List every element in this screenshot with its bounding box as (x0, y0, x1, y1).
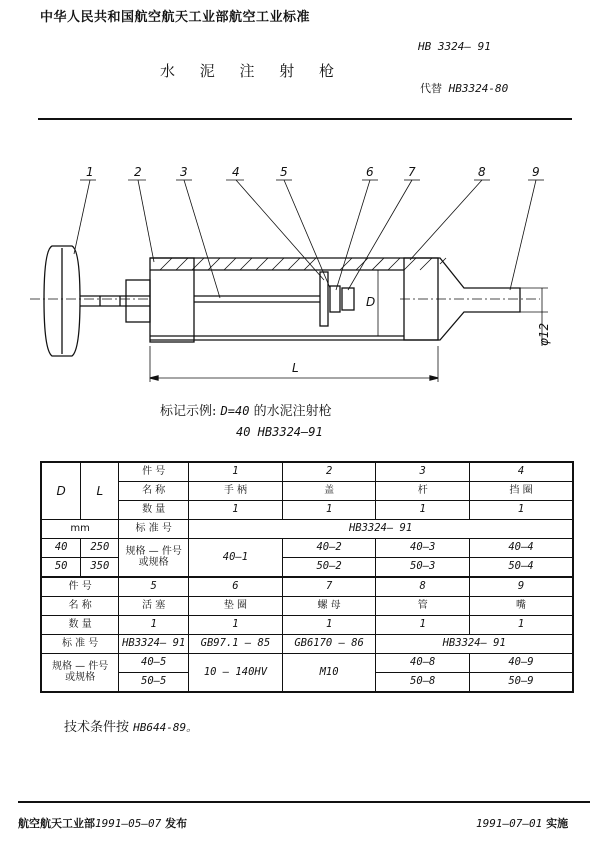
implementation-info (476, 815, 568, 831)
issue-info (18, 815, 187, 831)
spec-3-row2: 50—3 (376, 558, 470, 578)
label-std: 标 准 号 (119, 520, 189, 539)
part-no-3: 3 (376, 462, 470, 482)
D-40: 40 (41, 539, 81, 558)
part-no-7: 7 (282, 577, 376, 597)
label-name: 名 称 (119, 482, 189, 501)
std-6: GB97.1 — 85 (189, 635, 283, 654)
spec-5-row1: 40—5 (119, 654, 189, 673)
name-3: 杆 (376, 482, 470, 501)
qty-7: 1 (282, 616, 376, 635)
spec-3-row1: 40—3 (376, 539, 470, 558)
qty-8: 1 (376, 616, 470, 635)
callout-3: 3 (180, 165, 188, 179)
dimension-phi12: φ12 (537, 322, 551, 346)
spec-8-row1: 40—8 (376, 654, 470, 673)
name-6: 垫 圈 (189, 597, 283, 616)
callout-8: 8 (478, 165, 486, 179)
label2-qty: 数 量 (41, 616, 119, 635)
spec-9-row1: 40—9 (469, 654, 573, 673)
std-7: GB6170 — 86 (282, 635, 376, 654)
callout-9: 9 (532, 165, 540, 179)
qty-9: 1 (469, 616, 573, 635)
issuing-organization: 中华人民共和国航空航天工业部航空工业标准 (40, 10, 311, 25)
part-no-6: 6 (189, 577, 283, 597)
col-header-L: L (81, 462, 119, 520)
std-8-9: HB3324— 91 (376, 635, 573, 654)
marking-example-suffix: 的水泥注射枪 (253, 404, 332, 419)
callout-4: 4 (232, 165, 240, 179)
marking-example-line2: 40 HB3324—91 (236, 425, 323, 439)
spec-9-row2: 50—9 (469, 673, 573, 693)
std-5: HB3324— 91 (119, 635, 189, 654)
tech-prefix: 技术条件按 (64, 720, 130, 735)
qty-5: 1 (119, 616, 189, 635)
spec-5-row2: 50—5 (119, 673, 189, 693)
L-350: 350 (81, 558, 119, 578)
document-title: 水 泥 注 射 枪 (160, 62, 345, 80)
dimension-L: L (292, 361, 299, 375)
L-250: 250 (81, 539, 119, 558)
spec-2-row2: 50—2 (282, 558, 376, 578)
marking-example-line1 (160, 400, 332, 419)
replaces-label: 代替 (420, 82, 442, 95)
issue-date: 1991—05—07 (95, 817, 162, 830)
qty-2: 1 (282, 501, 376, 520)
implementation-suffix: 实施 (546, 817, 569, 830)
part-no-2: 2 (282, 462, 376, 482)
part-no-5: 5 (119, 577, 189, 597)
implementation-date: 1991—07—01 (476, 817, 543, 830)
part-no-4: 4 (469, 462, 573, 482)
qty-3: 1 (376, 501, 470, 520)
callout-1: 1 (86, 165, 94, 179)
name-8: 管 (376, 597, 470, 616)
marking-example-prefix: 标记示例: (160, 404, 217, 419)
label-spec: 规格 — 件号 或规格 (119, 539, 189, 578)
marking-example-value: D=40 (220, 404, 250, 418)
part-no-9: 9 (469, 577, 573, 597)
D-50: 50 (41, 558, 81, 578)
label-part-no: 件 号 (119, 462, 189, 482)
label-qty: 数 量 (119, 501, 189, 520)
issue-org: 航空航天工业部 (18, 817, 95, 830)
spec-6: 10 — 140HV (189, 654, 283, 693)
dimension-D: D (366, 295, 376, 309)
header-rule (38, 118, 572, 120)
replaces-standard (420, 80, 508, 96)
part-no-8: 8 (376, 577, 470, 597)
qty-1: 1 (189, 501, 283, 520)
spec-8-row2: 50—8 (376, 673, 470, 693)
part-no-1: 1 (189, 462, 283, 482)
col-header-D: D (41, 462, 81, 520)
label2-std: 标 准 号 (41, 635, 119, 654)
spec-2-row1: 40—2 (282, 539, 376, 558)
spec-4-row1: 40—4 (469, 539, 573, 558)
callout-5: 5 (280, 165, 288, 179)
name-5: 活 塞 (119, 597, 189, 616)
callout-6: 6 (366, 165, 374, 179)
callout-7: 7 (408, 165, 416, 179)
qty-6: 1 (189, 616, 283, 635)
std-parts-1-4: HB3324— 91 (189, 520, 573, 539)
name-7: 螺 母 (282, 597, 376, 616)
name-1: 手 柄 (189, 482, 283, 501)
callout-2: 2 (134, 165, 142, 179)
technical-conditions (64, 716, 197, 735)
qty-4: 1 (469, 501, 573, 520)
replaces-number: HB3324-80 (448, 82, 509, 95)
parts-table (40, 461, 574, 693)
name-4: 挡 圈 (469, 482, 573, 501)
footer-rule (18, 801, 590, 803)
label2-name: 名 称 (41, 597, 119, 616)
standard-number: HB 3324— 91 (418, 40, 491, 53)
tech-value: HB644-89。 (133, 721, 198, 734)
cap (126, 280, 150, 322)
label2-spec: 规格 — 件号 或规格 (41, 654, 119, 693)
spec-4-row2: 50—4 (469, 558, 573, 578)
spec-7: M10 (282, 654, 376, 693)
cement-gun-drawing (0, 150, 600, 390)
unit-mm: mm (41, 520, 119, 539)
name-2: 盖 (282, 482, 376, 501)
name-9: 嘴 (469, 597, 573, 616)
issue-suffix: 发布 (165, 817, 188, 830)
spec-1: 40—1 (189, 539, 283, 578)
label2-part-no: 件 号 (41, 577, 119, 597)
